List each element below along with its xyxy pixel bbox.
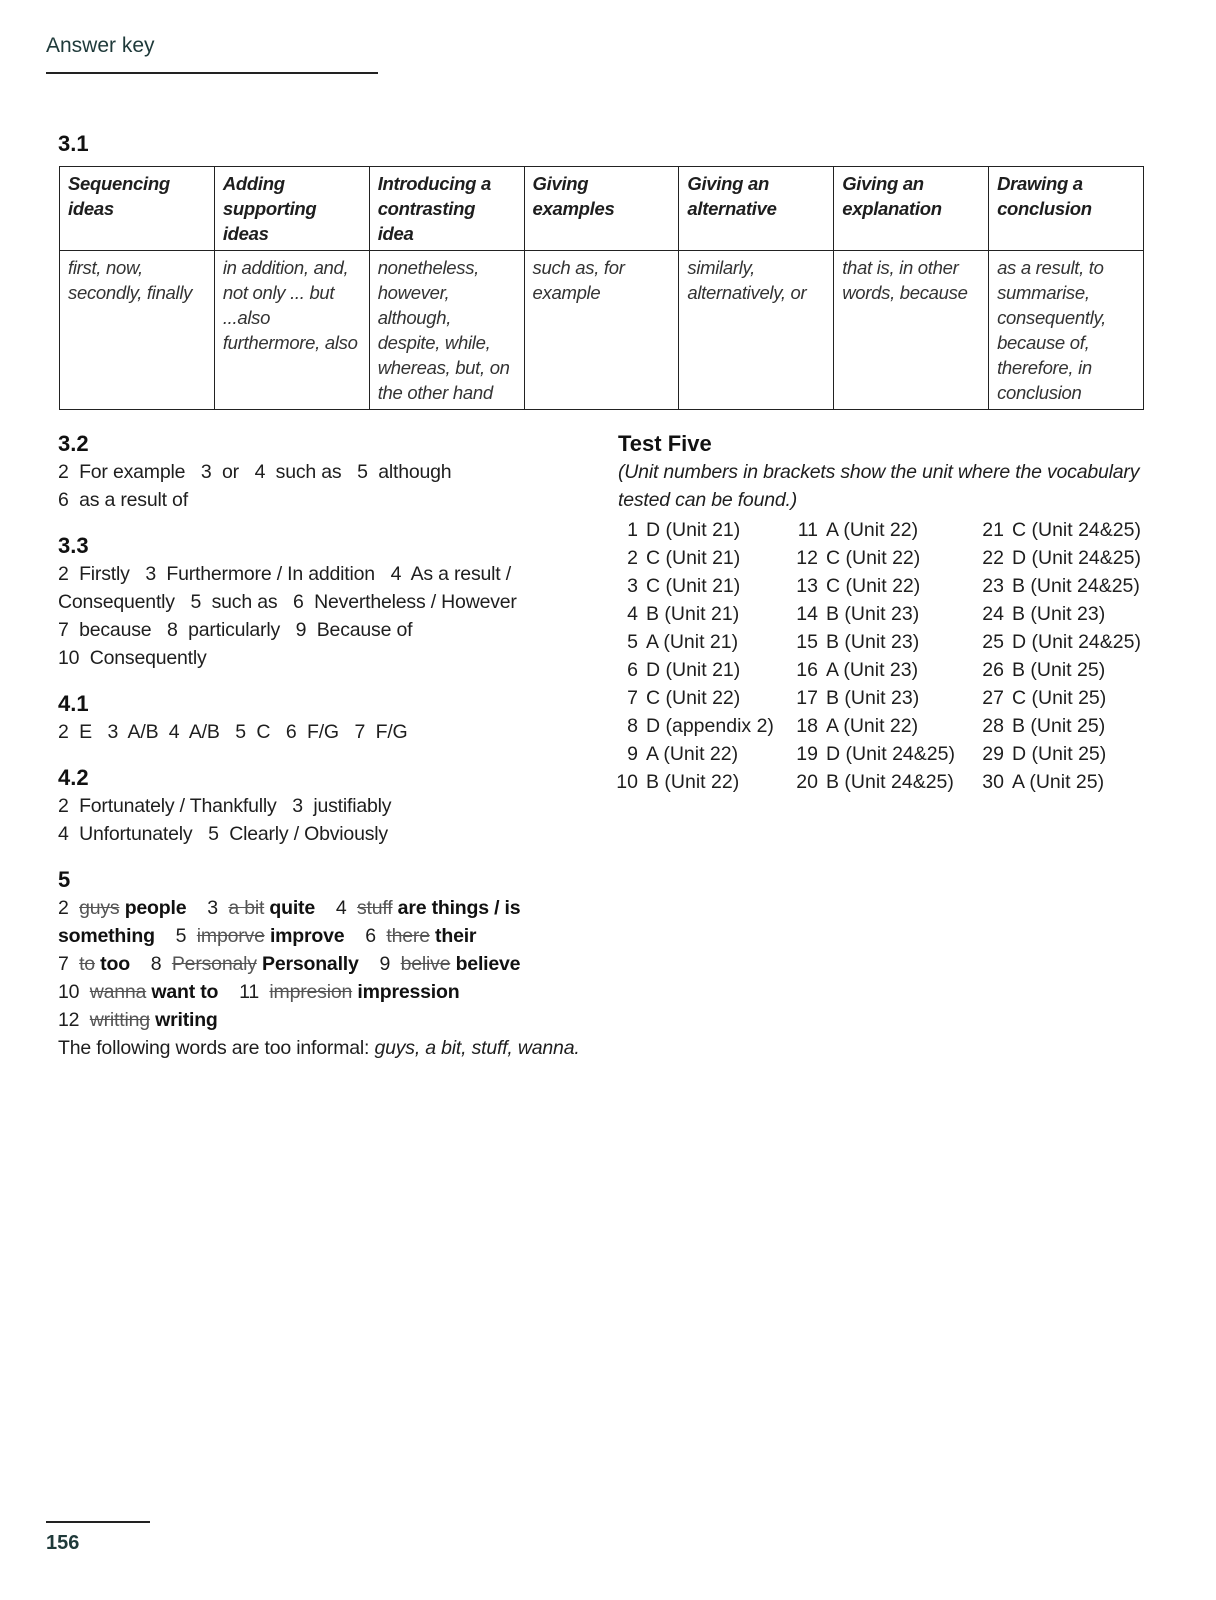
question-number: 29 bbox=[982, 743, 1004, 765]
two-column-body bbox=[58, 430, 1178, 1080]
corrected-word: people bbox=[119, 897, 187, 919]
answer-value: C (Unit 24&25) bbox=[1012, 519, 1141, 541]
answer-item bbox=[610, 768, 790, 796]
answer-item bbox=[790, 740, 976, 768]
section-3-2-heading: 3.2 bbox=[58, 431, 89, 456]
item-number: 3 bbox=[207, 897, 229, 919]
correction-item bbox=[239, 981, 459, 1003]
answer-line: Consequently 5 such as 6 Nevertheless / However bbox=[58, 591, 517, 613]
item-number: 11 bbox=[239, 981, 270, 1003]
answer-value: C (Unit 21) bbox=[646, 547, 741, 569]
answer-value: C (Unit 22) bbox=[646, 687, 741, 709]
table-header-cell: Giving an explanation bbox=[834, 167, 989, 251]
question-number: 18 bbox=[796, 715, 818, 737]
answer-item bbox=[976, 684, 1172, 712]
answer-item bbox=[976, 656, 1172, 684]
table-cell: as a result, to summarise, consequently, because of, therefore, in conclusion bbox=[989, 251, 1144, 410]
table-cell: first, now, secondly, finally bbox=[60, 251, 215, 410]
answer-item bbox=[790, 544, 976, 572]
question-number: 2 bbox=[627, 547, 638, 569]
answer-item bbox=[790, 572, 976, 600]
incorrect-word: a bit bbox=[228, 897, 265, 919]
corrected-word: want to bbox=[146, 981, 219, 1003]
answer-value: D (Unit 21) bbox=[646, 659, 741, 681]
table-cell: in addition, and, not only ... but ...also furthermore, also bbox=[214, 251, 369, 410]
corrected-word: Personally bbox=[256, 953, 359, 975]
section-3-1-heading: 3.1 bbox=[58, 131, 89, 156]
question-number: 9 bbox=[627, 743, 638, 765]
incorrect-word: stuff bbox=[356, 897, 393, 919]
item-number: 4 bbox=[335, 897, 357, 919]
section-4-2 bbox=[58, 764, 598, 848]
section-3-3-heading: 3.3 bbox=[58, 533, 89, 558]
answer-value: D (appendix 2) bbox=[646, 715, 774, 737]
correction-item bbox=[380, 953, 521, 975]
corrected-word: quite bbox=[264, 897, 315, 919]
correction-item bbox=[365, 925, 476, 947]
answer-value: C (Unit 25) bbox=[1012, 687, 1107, 709]
header-rule bbox=[46, 72, 378, 74]
corrected-word: too bbox=[94, 953, 130, 975]
answer-line: 2 Firstly 3 Furthermore / In addition 4 As a result / bbox=[58, 563, 511, 585]
correction-item bbox=[58, 897, 186, 919]
note-words: guys, a bit, stuff, wanna. bbox=[374, 1037, 580, 1059]
answer-item bbox=[976, 740, 1172, 768]
footer-rule bbox=[46, 1521, 150, 1523]
answer-item bbox=[790, 516, 976, 544]
corrected-word: impression bbox=[352, 981, 460, 1003]
item-number: 6 bbox=[365, 925, 387, 947]
corrected-word: are things / is something bbox=[58, 897, 521, 947]
linking-words-table bbox=[59, 166, 1144, 410]
answer-item bbox=[610, 656, 790, 684]
correction-item bbox=[207, 897, 315, 919]
answer-item bbox=[610, 544, 790, 572]
question-number: 26 bbox=[982, 659, 1004, 681]
corrected-word: improve bbox=[264, 925, 345, 947]
correction-item bbox=[58, 1009, 218, 1031]
answer-line: 7 because 8 particularly 9 Because of bbox=[58, 619, 413, 641]
incorrect-word: impresion bbox=[269, 981, 353, 1003]
answer-value: C (Unit 22) bbox=[826, 575, 921, 597]
answer-column bbox=[610, 516, 790, 796]
section-4-1 bbox=[58, 690, 598, 746]
table-header-cell: Sequencing ideas bbox=[60, 167, 215, 251]
table-header-cell: Giving an alternative bbox=[679, 167, 834, 251]
question-number: 20 bbox=[796, 771, 818, 793]
question-number: 17 bbox=[796, 687, 818, 709]
item-number: 10 bbox=[58, 981, 90, 1003]
question-number: 5 bbox=[627, 631, 638, 653]
answer-value: B (Unit 23) bbox=[1012, 603, 1106, 625]
answer-column bbox=[790, 516, 976, 796]
correction-item bbox=[58, 953, 130, 975]
correction-item bbox=[58, 981, 218, 1003]
table-row bbox=[60, 251, 1144, 410]
table-header-cell: Introducing a contrasting idea bbox=[369, 167, 524, 251]
question-number: 10 bbox=[616, 771, 638, 793]
answer-value: D (Unit 25) bbox=[1012, 743, 1107, 765]
question-number: 24 bbox=[982, 603, 1004, 625]
answer-value: A (Unit 22) bbox=[826, 519, 919, 541]
answer-value: D (Unit 24&25) bbox=[1012, 547, 1141, 569]
page-number: 156 bbox=[46, 1532, 80, 1554]
test-five-intro: (Unit numbers in brackets show the unit where the vocabulary tested can be found.) bbox=[618, 461, 1140, 511]
answer-item bbox=[790, 600, 976, 628]
answer-line: 10 Consequently bbox=[58, 647, 207, 669]
question-number: 12 bbox=[796, 547, 818, 569]
table-header-cell: Drawing a conclusion bbox=[989, 167, 1144, 251]
question-number: 7 bbox=[627, 687, 638, 709]
answer-item bbox=[976, 572, 1172, 600]
answer-value: B (Unit 25) bbox=[1012, 715, 1106, 737]
answer-value: A (Unit 22) bbox=[826, 715, 919, 737]
answer-value: D (Unit 21) bbox=[646, 519, 741, 541]
question-number: 1 bbox=[627, 519, 638, 541]
item-number: 9 bbox=[379, 953, 401, 975]
answer-item bbox=[610, 684, 790, 712]
answer-line: 2 For example 3 or 4 such as 5 although bbox=[58, 461, 452, 483]
test-five-answers bbox=[610, 516, 1178, 796]
question-number: 22 bbox=[982, 547, 1004, 569]
answer-value: B (Unit 25) bbox=[1012, 659, 1106, 681]
answer-item bbox=[610, 600, 790, 628]
item-number: 12 bbox=[58, 1009, 90, 1031]
incorrect-word: guys bbox=[79, 897, 120, 919]
answer-value: A (Unit 25) bbox=[1012, 771, 1105, 793]
answer-item bbox=[610, 712, 790, 740]
corrected-word: believe bbox=[450, 953, 521, 975]
section-5-heading: 5 bbox=[58, 867, 71, 892]
item-number: 5 bbox=[175, 925, 197, 947]
answer-item bbox=[976, 768, 1172, 796]
answer-line: 2 Fortunately / Thankfully 3 justifiably bbox=[58, 795, 392, 817]
question-number: 4 bbox=[627, 603, 638, 625]
table-cell: similarly, alternatively, or bbox=[679, 251, 834, 410]
question-number: 6 bbox=[627, 659, 638, 681]
answer-item bbox=[976, 516, 1172, 544]
answer-value: B (Unit 24&25) bbox=[826, 771, 954, 793]
section-5 bbox=[58, 866, 598, 1062]
table-header-cell: Giving examples bbox=[524, 167, 679, 251]
question-number: 8 bbox=[627, 715, 638, 737]
informal-note bbox=[58, 1034, 598, 1062]
answer-item bbox=[790, 768, 976, 796]
item-number: 7 bbox=[58, 953, 80, 975]
answer-value: A (Unit 23) bbox=[826, 659, 919, 681]
question-number: 27 bbox=[982, 687, 1004, 709]
answer-column bbox=[976, 516, 1172, 796]
answer-value: A (Unit 22) bbox=[646, 743, 739, 765]
question-number: 3 bbox=[627, 575, 638, 597]
incorrect-word: wanna bbox=[89, 981, 147, 1003]
item-number: 2 bbox=[58, 897, 80, 919]
section-4-2-heading: 4.2 bbox=[58, 765, 89, 790]
answer-value: B (Unit 21) bbox=[646, 603, 740, 625]
answer-value: A (Unit 21) bbox=[646, 631, 739, 653]
answer-item bbox=[976, 628, 1172, 656]
answer-value: B (Unit 23) bbox=[826, 603, 920, 625]
answer-item bbox=[790, 656, 976, 684]
table-header-row bbox=[60, 167, 1144, 251]
question-number: 30 bbox=[982, 771, 1004, 793]
answer-value: C (Unit 21) bbox=[646, 575, 741, 597]
item-number: 8 bbox=[150, 953, 172, 975]
table-cell: that is, in other words, because bbox=[834, 251, 989, 410]
running-title: Answer key bbox=[46, 34, 155, 57]
question-number: 19 bbox=[796, 743, 818, 765]
question-number: 13 bbox=[796, 575, 818, 597]
section-3-2 bbox=[58, 430, 598, 514]
corrected-word: writing bbox=[149, 1009, 218, 1031]
answer-item bbox=[610, 516, 790, 544]
correction-item bbox=[151, 953, 359, 975]
question-number: 23 bbox=[982, 575, 1004, 597]
incorrect-word: to bbox=[79, 953, 95, 975]
test-five-heading: Test Five bbox=[618, 431, 712, 456]
corrected-word: their bbox=[429, 925, 477, 947]
incorrect-word: imporve bbox=[196, 925, 265, 947]
question-number: 25 bbox=[982, 631, 1004, 653]
note-text: The following words are too informal: bbox=[58, 1037, 375, 1059]
table-cell: such as, for example bbox=[524, 251, 679, 410]
answer-value: B (Unit 24&25) bbox=[1012, 575, 1140, 597]
question-number: 28 bbox=[982, 715, 1004, 737]
section-3-3 bbox=[58, 532, 598, 672]
incorrect-word: writting bbox=[89, 1009, 150, 1031]
answer-value: B (Unit 23) bbox=[826, 631, 920, 653]
answer-item bbox=[976, 712, 1172, 740]
question-number: 15 bbox=[796, 631, 818, 653]
answer-value: D (Unit 24&25) bbox=[1012, 631, 1141, 653]
answer-value: B (Unit 23) bbox=[826, 687, 920, 709]
answer-value: C (Unit 22) bbox=[826, 547, 921, 569]
question-number: 14 bbox=[796, 603, 818, 625]
section-5-answers bbox=[58, 894, 598, 1034]
section-4-1-heading: 4.1 bbox=[58, 691, 89, 716]
answer-item bbox=[976, 600, 1172, 628]
incorrect-word: belive bbox=[400, 953, 451, 975]
incorrect-word: Personaly bbox=[171, 953, 257, 975]
answer-line: 2 E 3 A/B 4 A/B 5 C 6 F/G 7 F/G bbox=[58, 721, 408, 743]
table-header-cell: Adding supporting ideas bbox=[214, 167, 369, 251]
answer-line: 4 Unfortunately 5 Clearly / Obviously bbox=[58, 823, 388, 845]
answer-item bbox=[610, 628, 790, 656]
incorrect-word: there bbox=[386, 925, 430, 947]
answer-line: 6 as a result of bbox=[58, 489, 188, 511]
question-number: 21 bbox=[982, 519, 1004, 541]
right-column bbox=[618, 430, 1178, 796]
question-number: 16 bbox=[796, 659, 818, 681]
correction-item bbox=[176, 925, 345, 947]
answer-value: D (Unit 24&25) bbox=[826, 743, 955, 765]
answer-item bbox=[790, 628, 976, 656]
left-column bbox=[58, 430, 598, 1080]
answer-item bbox=[610, 572, 790, 600]
answer-item bbox=[976, 544, 1172, 572]
page-content bbox=[58, 130, 1178, 1080]
answer-value: B (Unit 22) bbox=[646, 771, 740, 793]
answer-item bbox=[790, 684, 976, 712]
question-number: 11 bbox=[797, 519, 818, 541]
table-cell: nonetheless, however, although, despite, while, whereas, but, on the other hand bbox=[369, 251, 524, 410]
answer-item bbox=[790, 712, 976, 740]
answer-item bbox=[610, 740, 790, 768]
